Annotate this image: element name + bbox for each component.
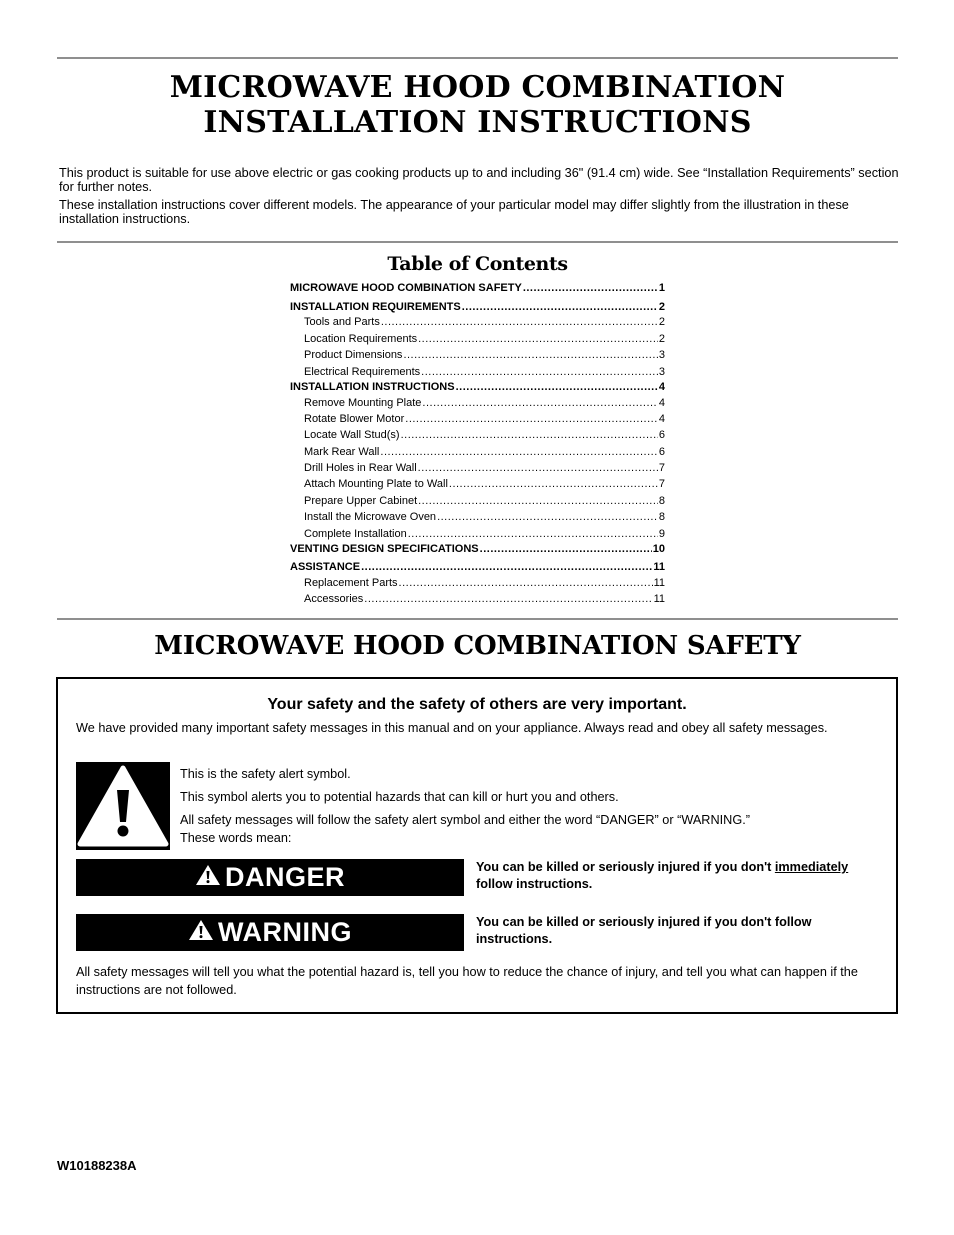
toc-leader-dots: [380, 445, 657, 459]
toc-leader-dots: [364, 592, 652, 606]
toc-leader-dots: [437, 510, 658, 524]
symbol-description-3a: All safety messages will follow the safety alert symbol and either the word “DANGER” or “WARNING.”: [180, 813, 750, 827]
toc-entry-page: 7: [658, 462, 665, 474]
toc-entry-title: Complete Installation: [304, 528, 407, 540]
toc-entry-title: INSTALLATION REQUIREMENTS: [290, 301, 461, 313]
toc-entry-page: 11: [653, 577, 665, 589]
top-rule: [57, 57, 898, 59]
toc-entry: [304, 412, 665, 426]
warning-label: WARNING: [218, 917, 352, 947]
toc-entry: [290, 281, 665, 295]
toc-entry-title: Product Dimensions: [304, 349, 403, 361]
toc-entry-page: 11: [653, 593, 665, 605]
toc-entry-title: Replacement Parts: [304, 577, 398, 589]
danger-label: DANGER: [224, 862, 345, 892]
toc-leader-dots: [381, 315, 658, 329]
toc-leader-dots: [418, 461, 658, 475]
toc-entry-page: 2: [658, 301, 665, 313]
intro-rule: [57, 241, 898, 243]
toc-entry: [304, 527, 665, 541]
toc-leader-dots: [403, 348, 657, 362]
toc-entry: [304, 396, 665, 410]
toc-entry: [290, 560, 665, 574]
toc-entry-title: ASSISTANCE: [290, 561, 361, 573]
document-title: [57, 70, 898, 140]
toc-entry: [304, 445, 665, 459]
toc-entry-page: 11: [653, 561, 665, 573]
toc-entry-title: Install the Microwave Oven: [304, 511, 437, 523]
safety-box-heading: Your safety and the safety of others are very important.: [267, 696, 687, 713]
title-line-1: MICROWAVE HOOD COMBINATION: [169, 70, 786, 105]
toc-entry: [290, 380, 665, 394]
toc-leader-dots: [405, 412, 658, 426]
toc-entry: [304, 494, 665, 508]
toc-entry-page: 9: [658, 528, 665, 540]
safety-section-title: MICROWAVE HOOD COMBINATION SAFETY: [154, 631, 801, 661]
toc-entry-title: VENTING DESIGN SPECIFICATIONS: [290, 543, 479, 555]
toc-entry-page: 4: [658, 413, 665, 425]
toc-entry-page: 8: [658, 511, 665, 523]
toc-leader-dots: [456, 380, 658, 394]
safety-box: [56, 677, 898, 1014]
toc-leader-dots: [418, 332, 658, 346]
toc-entry: [304, 477, 665, 491]
toc-leader-dots: [408, 527, 658, 541]
toc-entry-page: 4: [658, 381, 665, 393]
warning-triangle-icon: [76, 762, 170, 850]
toc-entry-title: Prepare Upper Cabinet: [304, 495, 418, 507]
danger-message-part-a: You can be killed or seriously injured if you don't: [476, 860, 775, 874]
toc-leader-dots: [361, 560, 652, 574]
toc-entry: [290, 300, 665, 314]
toc-entry-title: Tools and Parts: [304, 316, 380, 328]
document-number: W10188238A: [57, 1158, 137, 1173]
toc-leader-dots: [401, 428, 658, 442]
toc-entry: [304, 315, 665, 329]
danger-signal-bar: [76, 859, 464, 896]
toc-entry-title: Accessories: [304, 593, 364, 605]
symbol-description-2: This symbol alerts you to potential hazards that can kill or hurt you and others.: [180, 790, 619, 804]
title-line-2: INSTALLATION INSTRUCTIONS: [203, 105, 752, 140]
toc-entry-title: Attach Mounting Plate to Wall: [304, 478, 448, 490]
danger-message-part-b: follow instructions.: [476, 877, 593, 891]
toc-rule: [57, 618, 898, 620]
toc-entry-title: Drill Holes in Rear Wall: [304, 462, 417, 474]
toc-entry: [304, 365, 665, 379]
toc-entry-page: 2: [658, 333, 665, 345]
toc-entry-title: MICROWAVE HOOD COMBINATION SAFETY: [290, 282, 522, 294]
toc-entry-title: Mark Rear Wall: [304, 446, 380, 458]
safety-intro-text: We have provided many important safety messages in this manual and on your appliance. Always read and obey all safety messages.: [76, 721, 828, 735]
toc-entry: [304, 348, 665, 362]
toc-entry: [304, 461, 665, 475]
toc-leader-dots: [418, 494, 658, 508]
toc-entry-page: 8: [658, 495, 665, 507]
toc-entry-title: Electrical Requirements: [304, 366, 421, 378]
toc-entry: [304, 592, 665, 606]
symbol-description-1: This is the safety alert symbol.: [180, 767, 351, 781]
toc-entry-title: Rotate Blower Motor: [304, 413, 405, 425]
toc-entry-title: Locate Wall Stud(s): [304, 429, 400, 441]
toc-leader-dots: [399, 576, 653, 590]
safety-alert-symbol: [76, 762, 170, 850]
toc-entry-page: 3: [658, 366, 665, 378]
intro-paragraph-2: These installation instructions cover different models. The appearance of your particular model may differ slightly from the illustration in these installation instructions.: [59, 198, 849, 226]
toc-entry-title: INSTALLATION INSTRUCTIONS: [290, 381, 455, 393]
intro-paragraph-1: This product is suitable for use above electric or gas cooking products up to and including 36" (91.4 cm) wide. See “Installation Requirements” section for further notes.: [59, 166, 899, 194]
warning-triangle-icon-small: [188, 917, 214, 948]
toc-leader-dots: [422, 396, 657, 410]
toc-entry-page: 1: [658, 282, 665, 294]
toc-leader-dots: [523, 281, 658, 295]
toc-entry-page: 3: [658, 349, 665, 361]
toc-leader-dots: [421, 365, 658, 379]
toc-entry-page: 10: [652, 543, 665, 555]
toc-entry-title: Location Requirements: [304, 333, 418, 345]
toc-leader-dots: [449, 477, 658, 491]
warning-signal-bar: [76, 914, 464, 951]
toc-entry-page: 6: [658, 446, 665, 458]
toc-leader-dots: [480, 542, 652, 556]
toc-leader-dots: [462, 300, 658, 314]
danger-message: [476, 859, 888, 893]
toc-entry-page: 2: [658, 316, 665, 328]
safety-footer-text: All safety messages will tell you what the potential hazard is, tell you how to reduce the chance of injury, and tell you what can happen if the instructions are not followed.: [76, 965, 858, 997]
toc-entry: [304, 576, 665, 590]
toc-entry-page: 7: [658, 478, 665, 490]
warning-message: You can be killed or seriously injured if you don't follow instructions.: [476, 915, 812, 946]
danger-triangle-icon: [195, 862, 221, 893]
toc-entry-page: 4: [658, 397, 665, 409]
toc-entry: [304, 332, 665, 346]
toc-entry: [304, 510, 665, 524]
toc-entry-title: Remove Mounting Plate: [304, 397, 422, 409]
toc-entry: [290, 542, 665, 556]
toc-entry: [304, 428, 665, 442]
symbol-description-3: [180, 811, 880, 847]
toc-entry-page: 6: [658, 429, 665, 441]
symbol-description-3b: These words mean:: [180, 831, 292, 845]
danger-message-underlined: immediately: [774, 860, 849, 874]
toc-heading: Table of Contents: [387, 253, 568, 275]
